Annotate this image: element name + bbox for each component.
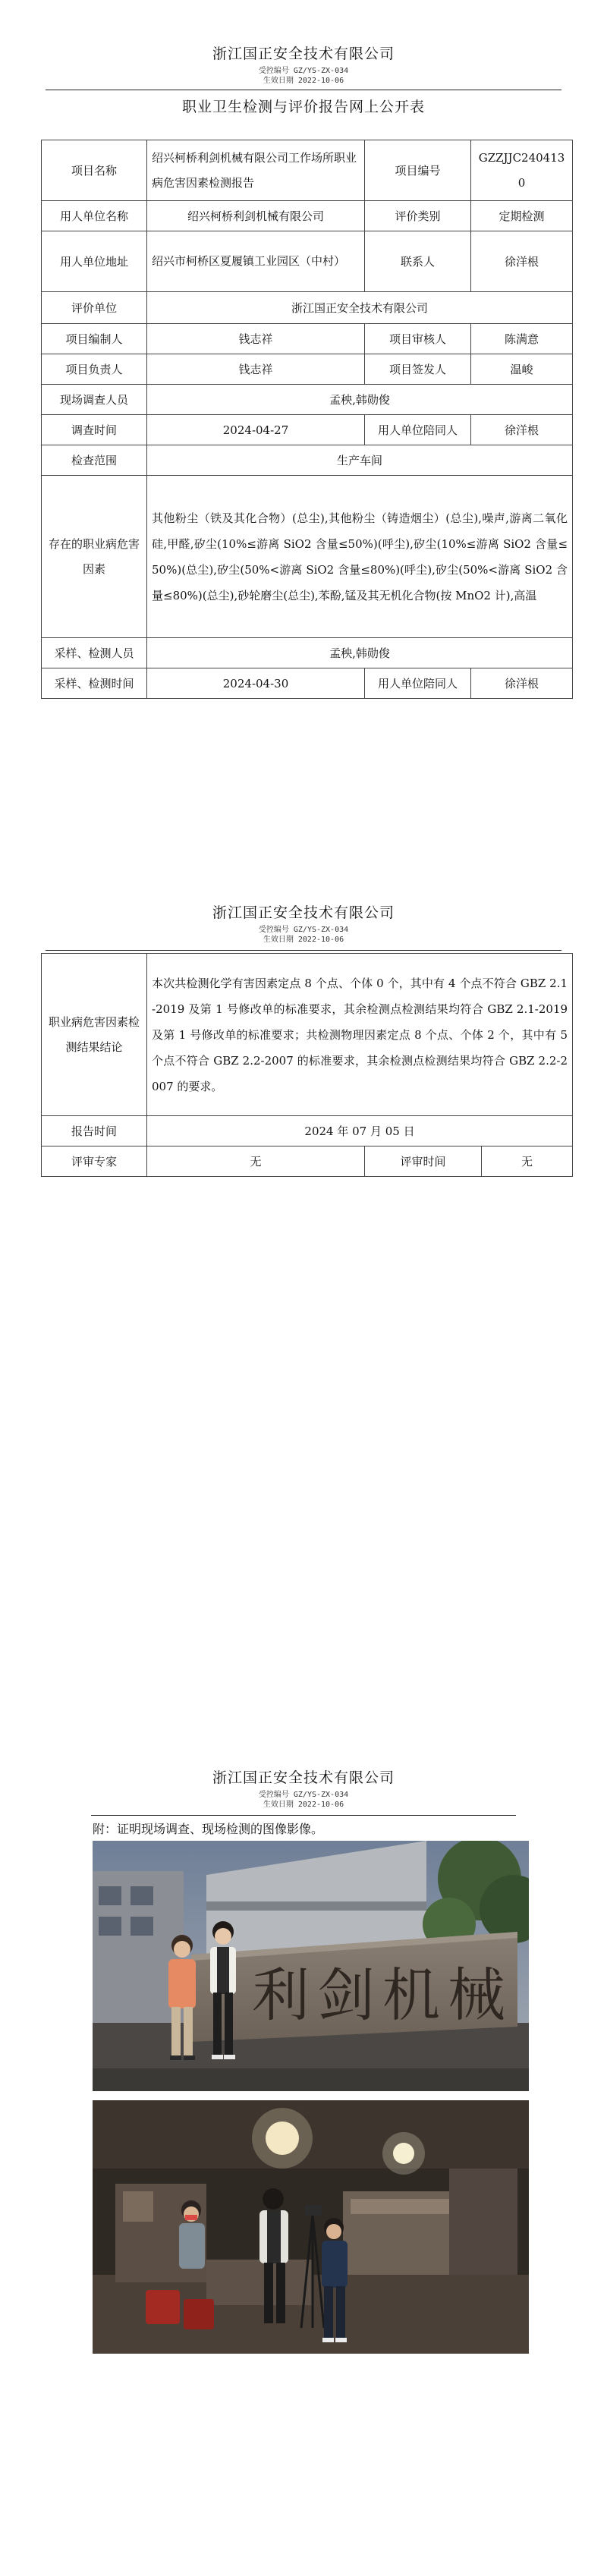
experts-label: 评审专家	[42, 1146, 147, 1177]
scope-label: 检查范围	[42, 445, 147, 476]
company-name: 浙江国正安全技术有限公司	[212, 46, 395, 62]
company-name: 浙江国正安全技术有限公司	[212, 1769, 395, 1786]
table-row	[42, 445, 573, 476]
table-row	[42, 954, 573, 1116]
eval-unit-value: 浙江国正安全技术有限公司	[147, 292, 573, 324]
leader-value: 钱志祥	[147, 354, 365, 385]
surveyor-label: 现场调查人员	[42, 385, 147, 415]
table-row	[42, 415, 573, 445]
table-row	[42, 324, 573, 354]
surveyor-value: 孟秧,韩勋俊	[147, 385, 573, 415]
eval-type-value: 定期检测	[471, 201, 573, 231]
factory-sign-text: 利剑机械	[252, 1961, 513, 2029]
page-header	[0, 1766, 607, 1810]
attachment-caption: 附：证明现场调查、现场检测的图像影像。	[93, 1822, 324, 1836]
escort-label: 用人单位陪同人	[365, 415, 471, 445]
table-row	[42, 476, 573, 638]
compiler-value: 钱志祥	[147, 324, 365, 354]
survey-time-label: 调查时间	[42, 415, 147, 445]
issuer-value: 温峻	[471, 354, 573, 385]
table-row	[42, 668, 573, 699]
address-value: 绍兴市柯桥区夏履镇工业园区（中村）	[147, 231, 365, 292]
conclusion-value: 本次共检测化学有害因素定点 8 个点、个体 0 个，其中有 4 个点不符合 GBZ 2.1-2019 及第 1 号修改单的标准要求，其余检测点检测结果均符合 GBZ 2.1-2019 及第 1 号修改单的标准要求；共检测物理因素定点 8 个点、个体 2 个，其中有 5 个点不符合 GBZ 2.2-2007 的标准要求，其余检测点检测结果均符合 GBZ 2.2-2007 的要求。	[147, 954, 573, 1116]
table-row	[42, 638, 573, 668]
page-header	[0, 901, 607, 945]
escort2-value: 徐洋根	[471, 668, 573, 699]
sampler-value: 孟秧,韩勋俊	[147, 638, 573, 668]
employer-value: 绍兴柯桥利剑机械有限公司	[147, 201, 365, 231]
header-rule	[46, 950, 561, 951]
address-label: 用人单位地址	[42, 231, 147, 292]
effective-date: 生效日期 2022-10-06	[263, 77, 344, 85]
hazards-value: 其他粉尘（铁及其化合物）(总尘),其他粉尘（铸造烟尘）(总尘),噪声,游离二氧化硅,甲醛,矽尘(10%≤游离 SiO2 含量≤50%)(呼尘),矽尘(10%≤游离 SiO2 含量≤50%)(总尘),矽尘(50%<游离 SiO2 含量≤80%)(呼尘),矽尘(50%<游离 SiO2 含量≤80%)(总尘),砂轮磨尘(总尘),苯酚,锰及其无机化合物(按 MnO2 计),高温	[147, 476, 573, 638]
control-number: 受控编号 GZ/YS-ZX-034	[258, 67, 349, 75]
survey-time-value: 2024-04-27	[147, 415, 365, 445]
review-time-value: 无	[482, 1146, 573, 1177]
employer-label: 用人单位名称	[42, 201, 147, 231]
header-rule	[91, 1815, 516, 1816]
site-inspection-photo	[93, 2100, 529, 2354]
table-row	[42, 1146, 573, 1177]
hazards-label: 存在的职业病危害因素	[42, 476, 147, 638]
escort-value: 徐洋根	[471, 415, 573, 445]
report-time-value: 2024 年 07 月 05 日	[147, 1116, 573, 1146]
project-no-label: 项目编号	[365, 140, 471, 201]
table-row	[42, 1116, 573, 1146]
sample-time-value: 2024-04-30	[147, 668, 365, 699]
leader-label: 项目负责人	[42, 354, 147, 385]
control-number: 受控编号 GZ/YS-ZX-034	[258, 926, 349, 934]
table-row	[42, 354, 573, 385]
sampler-label: 采样、检测人员	[42, 638, 147, 668]
eval-unit-label: 评价单位	[42, 292, 147, 324]
reviewer-label: 项目审核人	[365, 324, 471, 354]
eval-type-label: 评价类别	[365, 201, 471, 231]
review-time-label: 评审时间	[365, 1146, 482, 1177]
project-no-value: GZZJJC2404130	[471, 140, 573, 201]
scope-value: 生产车间	[147, 445, 573, 476]
contact-value: 徐洋根	[471, 231, 573, 292]
page-header	[0, 42, 607, 86]
control-number: 受控编号 GZ/YS-ZX-034	[258, 1791, 349, 1799]
table-row	[42, 292, 573, 324]
project-name-value: 绍兴柯桥利剑机械有限公司工作场所职业病危害因素检测报告	[147, 140, 365, 201]
page-title: 职业卫生检测与评价报告网上公开表	[181, 99, 425, 115]
effective-date: 生效日期 2022-10-06	[263, 936, 344, 944]
disclosure-table	[41, 140, 573, 699]
site-survey-photo	[93, 1841, 529, 2091]
table-row	[42, 140, 573, 201]
experts-value: 无	[147, 1146, 365, 1177]
reviewer-value: 陈满意	[471, 324, 573, 354]
report-time-label: 报告时间	[42, 1116, 147, 1146]
table-row	[42, 201, 573, 231]
escort2-label: 用人单位陪同人	[365, 668, 471, 699]
table-row	[42, 385, 573, 415]
project-name-label: 项目名称	[42, 140, 147, 201]
sample-time-label: 采样、检测时间	[42, 668, 147, 699]
company-name: 浙江国正安全技术有限公司	[212, 904, 395, 921]
compiler-label: 项目编制人	[42, 324, 147, 354]
issuer-label: 项目签发人	[365, 354, 471, 385]
conclusion-label: 职业病危害因素检测结果结论	[42, 954, 147, 1116]
table-row	[42, 231, 573, 292]
contact-label: 联系人	[365, 231, 471, 292]
conclusion-table	[41, 953, 573, 1177]
effective-date: 生效日期 2022-10-06	[263, 1801, 344, 1809]
